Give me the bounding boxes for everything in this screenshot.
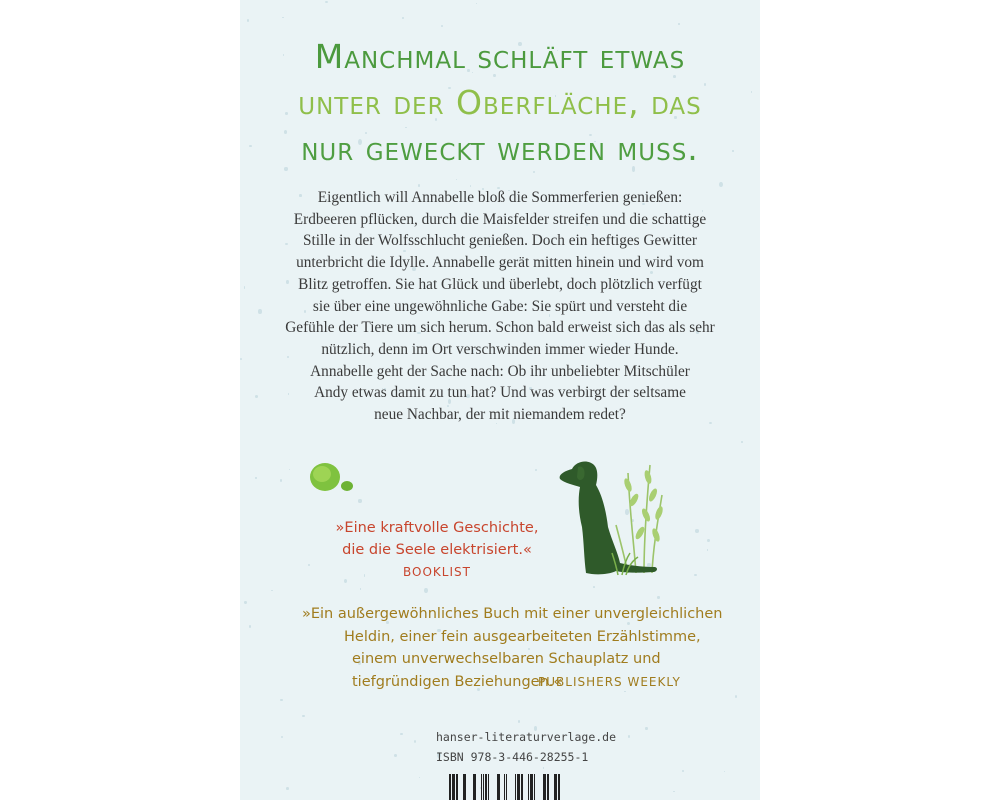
review-quote-publishers-weekly xyxy=(290,603,723,693)
blurb-line: nützlich, denn im Ort verschwinden immer wieder Hunde. xyxy=(321,340,679,358)
paper-speck xyxy=(247,19,249,22)
paper-speck xyxy=(280,699,282,702)
paper-speck xyxy=(735,695,737,698)
isbn: ISBN 978-3-446-28255-1 xyxy=(436,750,589,764)
barcode-bar xyxy=(528,774,529,800)
barcode-bar xyxy=(449,774,451,800)
blurb-text xyxy=(280,187,720,426)
book-back-cover xyxy=(240,0,760,800)
paper-speck xyxy=(258,309,262,313)
paper-speck xyxy=(678,23,679,25)
quote-source: BOOKLIST xyxy=(403,565,471,579)
barcode-bar xyxy=(483,774,484,800)
quote-line: Heldin, einer fein ausgearbeiteten Erzählstimme, xyxy=(344,628,701,645)
tagline xyxy=(240,34,760,172)
blurb-line: unterbricht die Idylle. Annabelle gerät mitten hinein und wird vom xyxy=(296,254,704,272)
barcode-bar xyxy=(558,774,560,800)
barcode-bar xyxy=(485,774,487,800)
paper-speck xyxy=(657,596,660,598)
quote-line: die die Seele elektrisiert.« xyxy=(342,542,532,558)
paper-speck xyxy=(286,787,289,790)
tagline-line-2: unter der Oberfläche, das xyxy=(298,83,702,122)
quote-line: »Ein außergewöhnliches Buch mit einer unvergleichlichen xyxy=(302,606,723,622)
publisher-website: hanser-literaturverlage.de xyxy=(436,730,617,744)
paper-speck xyxy=(244,286,246,289)
paper-speck xyxy=(394,754,397,757)
barcode-bar xyxy=(521,774,523,800)
paper-speck xyxy=(360,588,362,590)
blurb-line: Annabelle geht der Sache nach: Ob ihr unbeliebter Mitschüler xyxy=(310,362,690,380)
barcode-bar xyxy=(534,774,535,800)
paper-speck xyxy=(593,586,595,588)
paper-speck xyxy=(271,590,273,591)
barcode-bar xyxy=(515,774,516,800)
quote-source: PUBLISHERS WEEKLY xyxy=(538,675,681,689)
paper-speck xyxy=(282,17,284,18)
blurb-line: Erdbeeren pflücken, durch die Maisfelder streifen und die schattige xyxy=(293,210,707,228)
paper-speck xyxy=(694,574,697,577)
paper-speck xyxy=(673,791,675,792)
paper-speck xyxy=(255,477,257,478)
paper-speck xyxy=(302,715,305,718)
blurb-line: Andy etwas damit zu tun hat? Und was verbirgt der seltsame xyxy=(314,384,686,402)
tagline-line-1: Manchmal schläft etwas xyxy=(314,37,686,76)
blurb-line: Gefühle der Tiere um sich herum. Schon bald erweist sich das als sehr xyxy=(285,319,715,337)
barcode-bar xyxy=(481,774,482,800)
paper-speck xyxy=(424,588,428,593)
paper-speck xyxy=(476,3,477,4)
paper-speck xyxy=(645,727,647,730)
paper-speck xyxy=(402,17,404,19)
paper-speck xyxy=(414,740,416,743)
blurb-line: Stille in der Wolfsschlucht genießen. Doch ein heftiges Gewitter xyxy=(303,232,697,250)
barcode xyxy=(436,774,561,800)
tagline-line-3: nur geweckt werden muss. xyxy=(301,129,699,168)
quote-line: »Eine kraftvolle Geschichte, xyxy=(335,520,539,536)
paper-speck xyxy=(518,720,520,722)
barcode-bar xyxy=(543,774,546,800)
quote-line: einem unverwechselbaren Schauplatz und xyxy=(352,651,661,667)
barcode-bar xyxy=(463,774,466,800)
barcode-bar xyxy=(452,774,455,800)
paper-speck xyxy=(419,777,420,778)
paper-speck xyxy=(255,395,258,398)
paper-speck xyxy=(240,358,242,360)
barcode-bar xyxy=(530,774,533,800)
dog-silhouette-icon xyxy=(558,455,668,580)
paper-speck xyxy=(535,469,537,471)
barcode-bar xyxy=(488,774,489,800)
barcode-bar xyxy=(517,774,520,800)
paper-speck xyxy=(308,564,310,566)
blurb-line: Eigentlich will Annabelle bloß die Sommerferien genießen: xyxy=(317,189,683,206)
paper-speck xyxy=(456,179,457,180)
paper-speck xyxy=(358,499,361,502)
paper-speck xyxy=(695,529,699,532)
paper-speck xyxy=(281,736,283,738)
paper-speck xyxy=(280,479,282,481)
paper-speck xyxy=(325,1,328,3)
blurb-line: sie über eine ungewöhnliche Gabe: Sie spürt und versteht die xyxy=(312,297,688,315)
barcode-bar xyxy=(506,774,507,800)
review-quote-booklist xyxy=(322,517,552,583)
barcode-bar xyxy=(456,774,458,800)
barcode-bar xyxy=(554,774,557,800)
paper-speck xyxy=(707,549,709,551)
barcode-bar xyxy=(504,774,505,800)
paper-speck xyxy=(741,441,743,443)
barcode-bar xyxy=(473,774,476,800)
paper-speck xyxy=(400,733,402,735)
paper-speck xyxy=(707,539,710,542)
paper-speck xyxy=(724,771,726,772)
paper-speck xyxy=(244,601,246,603)
quote-line: tiefgründigen Beziehungen.« xyxy=(352,673,563,690)
blurb-line: Blitz getroffen. Sie hat Glück und überlebt, doch plötzlich verfügt xyxy=(298,275,702,293)
blurb-line: neue Nachbar, der mit niemandem redet? xyxy=(374,406,626,424)
paper-speck xyxy=(249,625,251,628)
green-blob-icon xyxy=(305,457,365,497)
paper-speck xyxy=(441,25,443,27)
paper-speck xyxy=(682,770,684,772)
barcode-bar xyxy=(497,774,500,800)
publisher-footer xyxy=(436,727,636,767)
paper-speck xyxy=(289,469,290,470)
paper-speck xyxy=(543,767,544,769)
barcode-bar xyxy=(547,774,549,800)
